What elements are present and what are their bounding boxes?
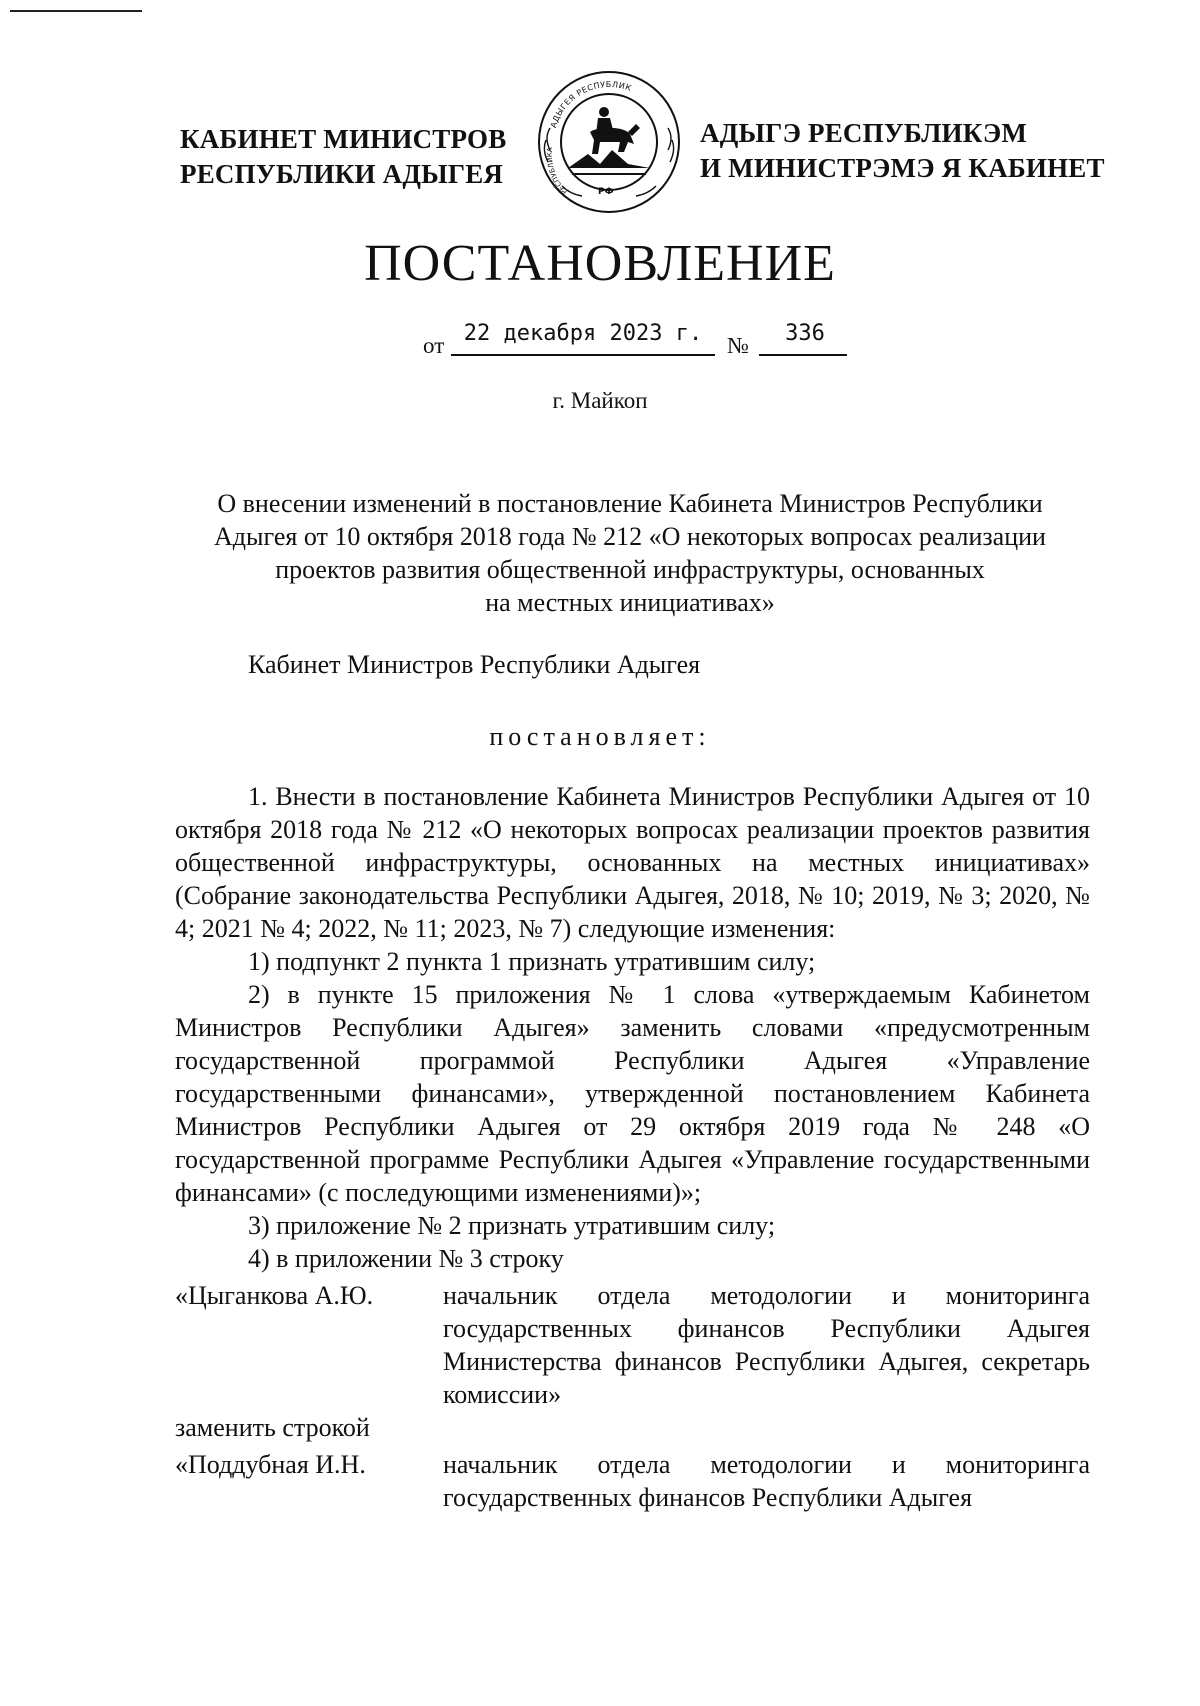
document-date: 22 декабря 2023 г. <box>463 321 703 346</box>
list-item: 1) подпункт 2 пункта 1 признать утратившим силу; <box>248 947 816 976</box>
scan-mark-line <box>10 10 142 12</box>
list-item: 3) приложение № 2 признать утратившим силу; <box>248 1211 776 1240</box>
coat-of-arms-emblem-icon <box>532 68 686 216</box>
number-prefix: № <box>727 333 749 358</box>
old-row-description: начальник отдела методологии и мониторинга государственных финансов Республики Адыгея Министерства финансов Республики Адыгея, секретарь комиссии» <box>443 1281 1090 1409</box>
title-line: проектов развития общественной инфраструктуры, основанных <box>275 555 985 584</box>
new-row-name: «Поддубная И.Н. <box>175 1450 366 1479</box>
header-left-line2: РЕСПУБЛИКИ АДЫГЕЯ <box>180 159 504 189</box>
svg-text:АДЫГЕЯ РЕСПУБЛИК <box>549 80 633 129</box>
title-line: на местных инициативах» <box>485 588 775 617</box>
title-line: О внесении изменений в постановление Кабинета Министров Республики <box>217 489 1043 518</box>
emblem-ring-text-top: АДЫГЕЯ РЕСПУБЛИК <box>548 80 633 129</box>
date-underline <box>451 354 715 356</box>
city: г. Майкоп <box>552 388 648 413</box>
document-title <box>170 487 1090 619</box>
header-left <box>180 122 506 192</box>
document-type-heading: ПОСТАНОВЛЕНИЕ <box>364 235 836 292</box>
emblem-ring-text-bottom: РФ <box>598 187 614 197</box>
preamble: Кабинет Министров Республики Адыгея <box>248 650 701 679</box>
old-table-row <box>175 1279 1090 1411</box>
emblem-ring-text-left: РЕСПУБЛИКА <box>545 146 569 196</box>
document-number: 336 <box>785 321 825 346</box>
header-right <box>700 116 1105 186</box>
date-prefix: от <box>423 333 445 358</box>
decides-word: постановляет: <box>489 722 711 751</box>
new-row-description: начальник отдела методологии и мониторинга государственных финансов Республики Адыгея <box>443 1450 1090 1512</box>
list-item: 2) в пункте 15 приложения № 1 слова «утверждаемым Кабинетом Министров Республики Адыгея» заменить словами «предусмотренным государственной программой Республики Адыгея «Управление государственными финансами», утвержденной постановлением Кабинета Министров Республики Адыгея от 29 октября 2019 года № 248 «О государственной программе Республики Адыгея «Управление государственными финансами» (с последующими изменениями)»; <box>175 980 1090 1207</box>
document-date-number <box>423 320 843 360</box>
header-right-line1: АДЫГЭ РЕСПУБЛИКЭМ <box>700 118 1028 148</box>
replace-with-text: заменить строкой <box>175 1413 370 1442</box>
document-body <box>175 780 1090 1514</box>
header-right-line2: И МИНИСТРЭМЭ Я КАБИНЕТ <box>700 153 1105 183</box>
paragraph-1: 1. Внести в постановление Кабинета Министров Республики Адыгея от 10 октября 2018 года № 212 «О некоторых вопросах реализации проектов развития общественной инфраструктуры, основанных на местных инициативах» (Собрание законодательства Республики Адыгея, 2018, № 10; 2019, № 3; 2020, № 4; 2021 № 4; 2022, № 11; 2023, № 7) следующие изменения: <box>175 782 1090 943</box>
list-item: 4) в приложении № 3 строку <box>248 1244 564 1273</box>
new-table-row <box>175 1448 1090 1514</box>
old-row-name: «Цыганкова А.Ю. <box>175 1281 374 1310</box>
number-underline <box>759 354 847 356</box>
title-line: Адыгея от 10 октября 2018 года № 212 «О некоторых вопросах реализации <box>214 522 1046 551</box>
header-left-line1: КАБИНЕТ МИНИСТРОВ <box>180 124 507 154</box>
